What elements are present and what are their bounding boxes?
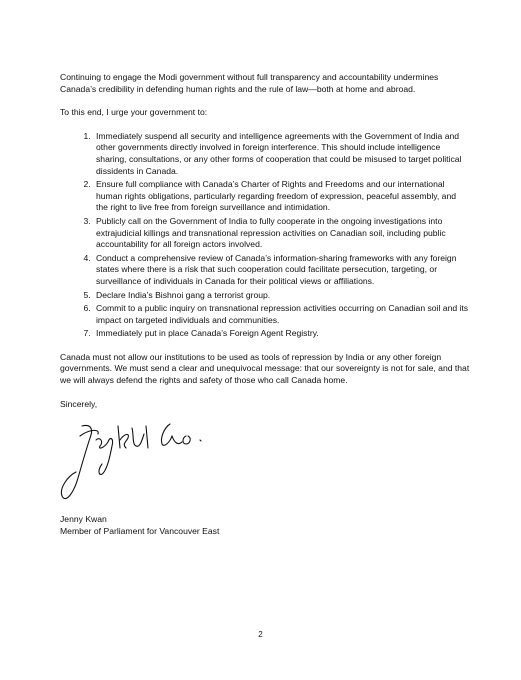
requests-list [60,131,470,340]
list-item: 2. Ensure full compliance with Canada’s Charter of Rights and Freedoms and our international human rights obligations, particularly regarding freedom of expression, peaceful assembly, and the right to live free from foreign surveillance and intimidation. [93,179,470,214]
signer-name: Jenny Kwan [60,514,107,525]
letter-body [60,72,470,537]
list-item: 4. Conduct a comprehensive review of Canada’s information-sharing frameworks with any foreign states where there is a risk that such cooperation could facilitate persecution, targeting, or surveillance of individuals in Canada for their political views or affiliations. [93,253,470,288]
paragraph-sovereignty: Canada must not allow our institutions to be used as tools of repression by India or any other foreign governments. We must send a clear and unequivocal message: that our sovereignty is not for sale, and that we will always defend the rights and safety of those who call Canada home. [60,351,470,386]
list-item: 7. Immediately put in place Canada’s Foreign Agent Registry. [93,328,470,340]
list-item: 3. Publicly call on the Government of India to fully cooperate in the ongoing investigations into extrajudicial killings and transnational repression activities on Canadian soil, including public accountability for all foreign actors involved. [93,216,470,251]
page-number: 2 [258,630,263,639]
list-item: 5. Declare India’s Bishnoi gang a terrorist group. [93,290,470,302]
closing: Sincerely, [60,398,98,409]
signer-title: Member of Parliament for Vancouver East [60,525,220,536]
handwritten-signature [60,412,260,512]
paragraph-urge: To this end, I urge your government to: [60,107,208,118]
paragraph-credibility: Continuing to engage the Modi government without full transparency and accountability undermines Canada’s credibility in defending human rights and the rule of law—both at home and abroad. [60,72,439,94]
list-item: 6. Commit to a public inquiry on transnational repression activities occurring on Canadian soil and its impact on targeted individuals and communities. [93,303,470,326]
list-item: 1. Immediately suspend all security and intelligence agreements with the Government of India and other governments directly involved in foreign interference. This should include intelligence sharing, consultations, or any other forms of cooperation that could be misused to target political dissidents in Canada. [93,131,470,177]
